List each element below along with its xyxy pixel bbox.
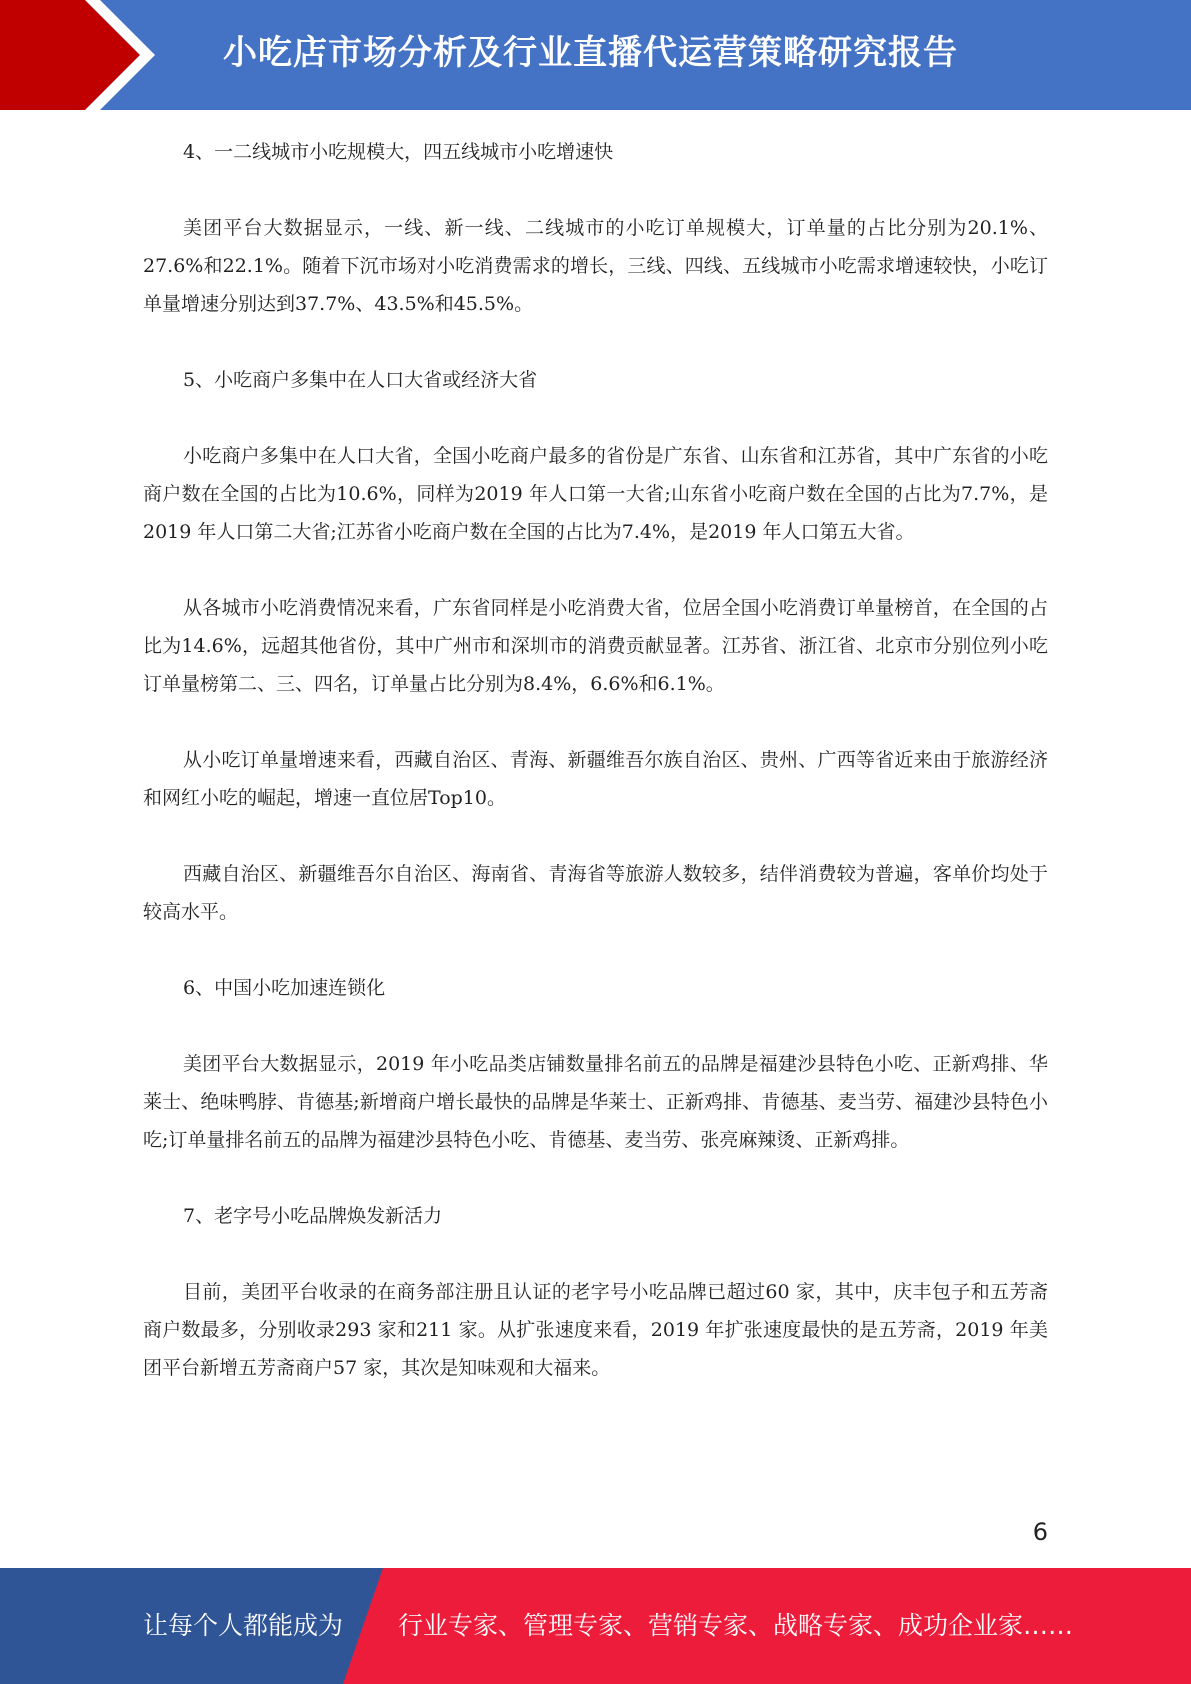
page-number: 6 (1032, 1518, 1048, 1546)
document-title: 小吃店市场分析及行业直播代运营策略研究报告 (223, 33, 958, 73)
section-paragraph: 目前，美团平台收录的在商务部注册且认证的老字号小吃品牌已超过60 家，其中，庆丰包子和五芳斋商户数最多，分别收录293 家和211 家。从扩张速度来看，2019 年扩张速度最快的是五芳斋，2019 年美团平台新增五芳斋商户57 家，其次是知味观和大福来。 (143, 1281, 1048, 1379)
section-heading: 7、老字号小吃品牌焕发新活力 (183, 1205, 443, 1227)
section-heading: 5、小吃商户多集中在人口大省或经济大省 (183, 369, 538, 391)
section-paragraph: 西藏自治区、新疆维吾尔自治区、海南省、青海省等旅游人数较多，结伴消费较为普遍，客单价均处于较高水平。 (143, 863, 1048, 923)
section-heading: 6、中国小吃加速连锁化 (183, 977, 386, 999)
document-body (143, 133, 1048, 1387)
page-footer (0, 1568, 1191, 1684)
page-header (0, 0, 1191, 110)
section-paragraph: 小吃商户多集中在人口大省，全国小吃商户最多的省份是广东省、山东省和江苏省，其中广东省的小吃商户数在全国的占比为10.6%，同样为2019 年人口第一大省;山东省小吃商户数在全国的占比为7.7%，是2019 年人口第二大省;江苏省小吃商户数在全国的占比为7.4%，是2019 年人口第五大省。 (143, 445, 1048, 543)
section-paragraph: 美团平台大数据显示，一线、新一线、二线城市的小吃订单规模大，订单量的占比分别为20.1%、27.6%和22.1%。随着下沉市场对小吃消费需求的增长，三线、四线、五线城市小吃需求增速较快，小吃订单量增速分别达到37.7%、43.5%和45.5%。 (143, 217, 1048, 315)
footer-slogan-left: 让每个人都能成为 (143, 1611, 344, 1640)
header-arrow-decoration (0, 0, 160, 110)
section-paragraph: 从各城市小吃消费情况来看，广东省同样是小吃消费大省，位居全国小吃消费订单量榜首，在全国的占比为14.6%，远超其他省份，其中广州市和深圳市的消费贡献显著。江苏省、浙江省、北京市分别位列小吃订单量榜第二、三、四名，订单量占比分别为8.4%，6.6%和6.1%。 (143, 597, 1048, 695)
section-paragraph: 从小吃订单量增速来看，西藏自治区、青海、新疆维吾尔族自治区、贵州、广西等省近来由于旅游经济和网红小吃的崛起，增速一直位居Top10。 (143, 749, 1048, 809)
footer-slogan-right: 行业专家、管理专家、营销专家、战略专家、成功企业家…… (398, 1611, 1074, 1640)
section-paragraph: 美团平台大数据显示，2019 年小吃品类店铺数量排名前五的品牌是福建沙县特色小吃、正新鸡排、华莱士、绝味鸭脖、肯德基;新增商户增长最快的品牌是华莱士、正新鸡排、肯德基、麦当劳、福建沙县特色小吃;订单量排名前五的品牌为福建沙县特色小吃、肯德基、麦当劳、张亮麻辣烫、正新鸡排。 (143, 1053, 1048, 1151)
header-red-arrow (0, 0, 140, 110)
section-heading: 4、一二线城市小吃规模大，四五线城市小吃增速快 (183, 141, 614, 163)
